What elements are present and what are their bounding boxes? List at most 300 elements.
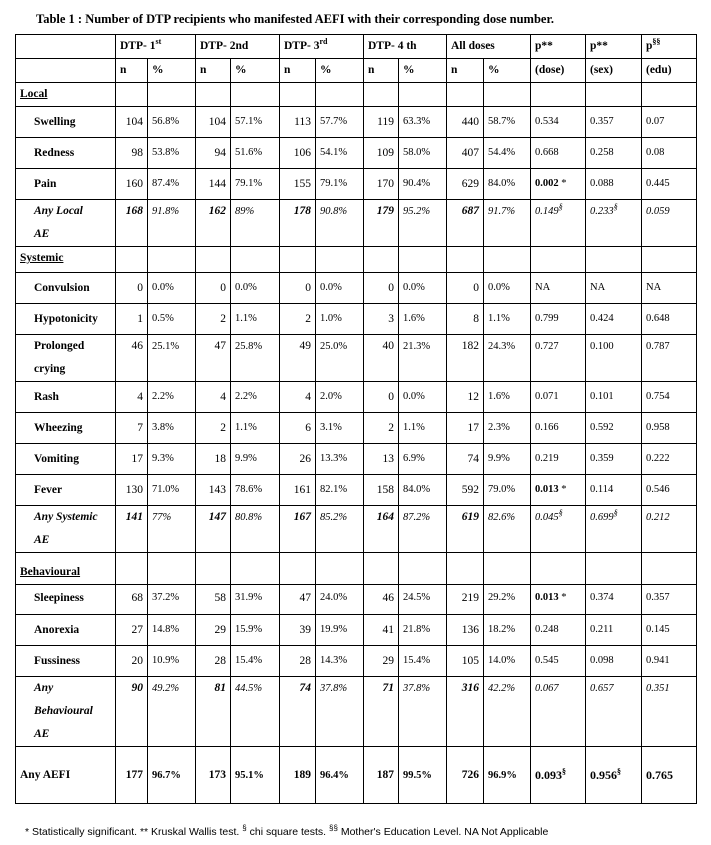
percent-cell: 57.7% <box>316 107 364 138</box>
count-cell: 161 <box>280 475 316 506</box>
percent-cell: 2.2% <box>231 382 280 413</box>
p-dose-cell <box>531 335 586 382</box>
row-label: Any Behavioural AE <box>16 677 116 747</box>
p-value: 0.071 <box>535 391 559 402</box>
row-label: Prolonged crying <box>16 335 116 382</box>
count-cell: 17 <box>447 413 484 444</box>
p-dose-cell <box>531 169 586 200</box>
p-value: 0.668 <box>535 147 559 158</box>
header-n: n <box>447 59 484 83</box>
table-row <box>16 646 697 677</box>
row-label: Any AEFI <box>16 747 116 804</box>
count-cell: 68 <box>116 585 148 615</box>
percent-cell: 21.8% <box>399 615 447 646</box>
percent-cell: 15.4% <box>399 646 447 677</box>
count-cell: 47 <box>196 335 231 382</box>
percent-cell: 42.2% <box>484 677 531 747</box>
table-row <box>16 304 697 335</box>
percent-cell: 89% <box>231 200 280 247</box>
count-cell: 0 <box>364 273 399 304</box>
chi-square-mark: § <box>613 508 618 518</box>
p-dose-cell <box>531 506 586 553</box>
row-label: Vomiting <box>16 444 116 475</box>
percent-cell: 78.6% <box>231 475 280 506</box>
percent-cell: 87.2% <box>399 506 447 553</box>
p-value: 0.212 <box>646 512 670 523</box>
count-cell: 141 <box>116 506 148 553</box>
count-cell: 170 <box>364 169 399 200</box>
p-sex-cell <box>586 169 642 200</box>
count-cell: 0 <box>196 273 231 304</box>
count-cell: 629 <box>447 169 484 200</box>
p-sex-cell <box>586 138 642 169</box>
p-value: 0.941 <box>646 655 670 666</box>
p-value: 0.545 <box>535 655 559 666</box>
header-pct: % <box>231 59 280 83</box>
p-edu-cell <box>642 200 697 247</box>
p-dose-cell <box>531 138 586 169</box>
percent-cell: 96.7% <box>148 747 196 804</box>
percent-cell: 37.2% <box>148 585 196 615</box>
chi-square-mark: § <box>558 508 563 518</box>
percent-cell: 19.9% <box>316 615 364 646</box>
table-row <box>16 169 697 200</box>
percent-cell: 58.7% <box>484 107 531 138</box>
p-value: 0.166 <box>535 422 559 433</box>
section-label-local: Local <box>16 83 116 107</box>
p-value: 0.765 <box>646 767 673 782</box>
row-label: Hypotonicity <box>16 304 116 335</box>
percent-cell: 0.0% <box>231 273 280 304</box>
table-row <box>16 506 697 553</box>
count-cell: 39 <box>280 615 316 646</box>
percent-cell: 54.1% <box>316 138 364 169</box>
table-row <box>16 585 697 615</box>
section-row-local <box>16 83 697 107</box>
table-row <box>16 615 697 646</box>
row-label: Swelling <box>16 107 116 138</box>
header-n: n <box>196 59 231 83</box>
row-label: Fussiness <box>16 646 116 677</box>
p-edu-cell <box>642 585 697 615</box>
percent-cell: 1.6% <box>484 382 531 413</box>
p-value: 0.088 <box>590 178 614 189</box>
percent-cell: 2.0% <box>316 382 364 413</box>
p-value: 0.067 <box>535 683 559 694</box>
percent-cell: 24.3% <box>484 335 531 382</box>
p-edu-cell <box>642 273 697 304</box>
p-dose-cell <box>531 646 586 677</box>
percent-cell: 56.8% <box>148 107 196 138</box>
p-edu-cell <box>642 413 697 444</box>
percent-cell: 18.2% <box>484 615 531 646</box>
p-value: NA <box>646 282 662 293</box>
count-cell: 27 <box>116 615 148 646</box>
header-n: n <box>364 59 399 83</box>
table-row <box>16 200 697 247</box>
header-dose-4: DTP- 4 th <box>364 35 447 59</box>
count-cell: 29 <box>364 646 399 677</box>
count-cell: 49 <box>280 335 316 382</box>
p-value: 0.149 <box>535 206 559 217</box>
header-p-edu: p§§ <box>642 35 697 59</box>
p-edu-cell <box>642 475 697 506</box>
count-cell: 178 <box>280 200 316 247</box>
p-sex-cell <box>586 585 642 615</box>
p-edu-cell <box>642 646 697 677</box>
count-cell: 143 <box>196 475 231 506</box>
row-label: Rash <box>16 382 116 413</box>
percent-cell: 1.6% <box>399 304 447 335</box>
percent-cell: 9.3% <box>148 444 196 475</box>
header-p-dose: p** <box>531 35 586 59</box>
count-cell: 182 <box>447 335 484 382</box>
percent-cell: 1.1% <box>231 304 280 335</box>
count-cell: 104 <box>116 107 148 138</box>
percent-cell: 14.3% <box>316 646 364 677</box>
table-row <box>16 747 697 804</box>
table-caption: Table 1 : Number of DTP recipients who manifested AEFI with their corresponding dose number. <box>36 12 554 26</box>
p-value: 0.045 <box>535 512 559 523</box>
count-cell: 2 <box>196 304 231 335</box>
header-p-sex: p** <box>586 35 642 59</box>
count-cell: 81 <box>196 677 231 747</box>
percent-cell: 14.0% <box>484 646 531 677</box>
count-cell: 71 <box>364 677 399 747</box>
p-edu-cell <box>642 382 697 413</box>
header-dose-3: DTP- 3rd <box>280 35 364 59</box>
p-sex-cell <box>586 335 642 382</box>
percent-cell: 21.3% <box>399 335 447 382</box>
p-value: NA <box>590 282 606 293</box>
count-cell: 4 <box>196 382 231 413</box>
p-value: 0.219 <box>535 453 559 464</box>
p-dose-cell <box>531 273 586 304</box>
count-cell: 74 <box>447 444 484 475</box>
p-edu-cell <box>642 138 697 169</box>
p-edu-cell <box>642 677 697 747</box>
percent-cell: 6.9% <box>399 444 447 475</box>
count-cell: 0 <box>364 382 399 413</box>
percent-cell: 0.0% <box>316 273 364 304</box>
percent-cell: 37.8% <box>399 677 447 747</box>
p-edu-cell <box>642 747 697 804</box>
count-cell: 58 <box>196 585 231 615</box>
p-value: 0.357 <box>590 116 614 127</box>
percent-cell: 0.0% <box>399 382 447 413</box>
p-edu-cell <box>642 169 697 200</box>
count-cell: 2 <box>196 413 231 444</box>
count-cell: 407 <box>447 138 484 169</box>
count-cell: 0 <box>280 273 316 304</box>
row-label: Redness <box>16 138 116 169</box>
row-label: Anorexia <box>16 615 116 646</box>
header-pct: % <box>484 59 531 83</box>
header-n: n <box>280 59 316 83</box>
section-row-behavioural <box>16 553 697 585</box>
count-cell: 113 <box>280 107 316 138</box>
significance-mark: * <box>558 484 567 495</box>
p-value: 0.100 <box>590 341 614 352</box>
percent-cell: 1.0% <box>316 304 364 335</box>
percent-cell: 84.0% <box>399 475 447 506</box>
percent-cell: 24.0% <box>316 585 364 615</box>
row-label: Fever <box>16 475 116 506</box>
p-value: 0.445 <box>646 178 670 189</box>
row-label: Any Local AE <box>16 200 116 247</box>
percent-cell: 53.8% <box>148 138 196 169</box>
p-value: 0.013 <box>535 592 559 603</box>
count-cell: 40 <box>364 335 399 382</box>
count-cell: 189 <box>280 747 316 804</box>
p-value: 0.211 <box>590 624 614 635</box>
p-edu-cell <box>642 615 697 646</box>
count-cell: 2 <box>280 304 316 335</box>
percent-cell: 96.9% <box>484 747 531 804</box>
p-sex-cell <box>586 382 642 413</box>
count-cell: 158 <box>364 475 399 506</box>
percent-cell: 51.6% <box>231 138 280 169</box>
p-value: 0.956 <box>590 767 617 782</box>
p-dose-cell <box>531 304 586 335</box>
count-cell: 28 <box>196 646 231 677</box>
p-value: 0.093 <box>535 767 562 782</box>
percent-cell: 31.9% <box>231 585 280 615</box>
p-dose-cell <box>531 475 586 506</box>
header-n: n <box>116 59 148 83</box>
p-dose-cell <box>531 200 586 247</box>
p-dose-cell <box>531 107 586 138</box>
percent-cell: 24.5% <box>399 585 447 615</box>
p-value: 0.059 <box>646 206 670 217</box>
p-value: 0.114 <box>590 484 614 495</box>
percent-cell: 2.3% <box>484 413 531 444</box>
percent-cell: 84.0% <box>484 169 531 200</box>
percent-cell: 15.9% <box>231 615 280 646</box>
percent-cell: 79.0% <box>484 475 531 506</box>
percent-cell: 80.8% <box>231 506 280 553</box>
percent-cell: 85.2% <box>316 506 364 553</box>
aefi-table <box>15 34 697 804</box>
p-edu-cell <box>642 107 697 138</box>
p-value: 0.592 <box>590 422 614 433</box>
p-value: 0.727 <box>535 341 559 352</box>
header-p-edu-sub: (edu) <box>642 59 697 83</box>
table-row <box>16 413 697 444</box>
count-cell: 173 <box>196 747 231 804</box>
p-edu-cell <box>642 506 697 553</box>
header-pct: % <box>316 59 364 83</box>
row-label: Convulsion <box>16 273 116 304</box>
p-value: 0.351 <box>646 683 670 694</box>
p-value: 0.546 <box>646 484 670 495</box>
p-value: 0.699 <box>590 512 614 523</box>
header-pct: % <box>399 59 447 83</box>
p-sex-cell <box>586 200 642 247</box>
count-cell: 28 <box>280 646 316 677</box>
row-label: Pain <box>16 169 116 200</box>
count-cell: 0 <box>116 273 148 304</box>
p-value: 0.07 <box>646 116 665 127</box>
p-value: 0.657 <box>590 683 614 694</box>
percent-cell: 63.3% <box>399 107 447 138</box>
p-sex-cell <box>586 304 642 335</box>
count-cell: 105 <box>447 646 484 677</box>
percent-cell: 3.8% <box>148 413 196 444</box>
percent-cell: 95.2% <box>399 200 447 247</box>
percent-cell: 58.0% <box>399 138 447 169</box>
p-value: 0.222 <box>646 453 670 464</box>
p-sex-cell <box>586 646 642 677</box>
count-cell: 41 <box>364 615 399 646</box>
p-value: 0.258 <box>590 147 614 158</box>
significance-mark: * <box>558 178 567 189</box>
percent-cell: 0.0% <box>148 273 196 304</box>
count-cell: 3 <box>364 304 399 335</box>
p-sex-cell <box>586 677 642 747</box>
header-row-doses <box>16 35 697 59</box>
count-cell: 219 <box>447 585 484 615</box>
count-cell: 98 <box>116 138 148 169</box>
count-cell: 74 <box>280 677 316 747</box>
header-dose-2: DTP- 2nd <box>196 35 280 59</box>
row-label: Wheezing <box>16 413 116 444</box>
percent-cell: 82.6% <box>484 506 531 553</box>
count-cell: 167 <box>280 506 316 553</box>
p-value: 0.233 <box>590 206 614 217</box>
percent-cell: 13.3% <box>316 444 364 475</box>
p-edu-cell <box>642 335 697 382</box>
table-row <box>16 335 697 382</box>
count-cell: 144 <box>196 169 231 200</box>
percent-cell: 87.4% <box>148 169 196 200</box>
count-cell: 0 <box>447 273 484 304</box>
header-pct: % <box>148 59 196 83</box>
count-cell: 1 <box>116 304 148 335</box>
count-cell: 316 <box>447 677 484 747</box>
count-cell: 687 <box>447 200 484 247</box>
p-dose-cell <box>531 413 586 444</box>
section-label-behavioural: Behavioural <box>16 553 116 585</box>
p-value: 0.754 <box>646 391 670 402</box>
count-cell: 7 <box>116 413 148 444</box>
percent-cell: 0.5% <box>148 304 196 335</box>
table-row <box>16 107 697 138</box>
row-label: Any Systemic AE <box>16 506 116 553</box>
count-cell: 160 <box>116 169 148 200</box>
chi-square-mark: § <box>613 202 618 212</box>
table-row <box>16 677 697 747</box>
header-row-sub <box>16 59 697 83</box>
table-row <box>16 475 697 506</box>
header-p-dose-sub: (dose) <box>531 59 586 83</box>
table-row <box>16 382 697 413</box>
percent-cell: 57.1% <box>231 107 280 138</box>
percent-cell: 71.0% <box>148 475 196 506</box>
count-cell: 8 <box>447 304 484 335</box>
count-cell: 26 <box>280 444 316 475</box>
count-cell: 592 <box>447 475 484 506</box>
p-sex-cell <box>586 747 642 804</box>
count-cell: 155 <box>280 169 316 200</box>
percent-cell: 10.9% <box>148 646 196 677</box>
count-cell: 619 <box>447 506 484 553</box>
count-cell: 726 <box>447 747 484 804</box>
count-cell: 130 <box>116 475 148 506</box>
p-dose-cell <box>531 382 586 413</box>
percent-cell: 25.0% <box>316 335 364 382</box>
percent-cell: 15.4% <box>231 646 280 677</box>
percent-cell: 90.4% <box>399 169 447 200</box>
count-cell: 147 <box>196 506 231 553</box>
count-cell: 179 <box>364 200 399 247</box>
percent-cell: 96.4% <box>316 747 364 804</box>
p-dose-cell <box>531 615 586 646</box>
p-dose-cell <box>531 747 586 804</box>
p-sex-cell <box>586 475 642 506</box>
p-value: 0.648 <box>646 313 670 324</box>
percent-cell: 2.2% <box>148 382 196 413</box>
percent-cell: 37.8% <box>316 677 364 747</box>
count-cell: 4 <box>280 382 316 413</box>
count-cell: 29 <box>196 615 231 646</box>
percent-cell: 79.1% <box>316 169 364 200</box>
count-cell: 162 <box>196 200 231 247</box>
percent-cell: 3.1% <box>316 413 364 444</box>
table-row <box>16 444 697 475</box>
percent-cell: 1.1% <box>231 413 280 444</box>
p-sex-cell <box>586 615 642 646</box>
count-cell: 164 <box>364 506 399 553</box>
p-value: 0.145 <box>646 624 670 635</box>
p-value: 0.357 <box>646 592 670 603</box>
p-dose-cell <box>531 585 586 615</box>
percent-cell: 1.1% <box>484 304 531 335</box>
header-empty-cell <box>16 35 116 59</box>
count-cell: 46 <box>116 335 148 382</box>
count-cell: 177 <box>116 747 148 804</box>
p-value: 0.101 <box>590 391 614 402</box>
p-value: 0.359 <box>590 453 614 464</box>
table-row <box>16 273 697 304</box>
count-cell: 119 <box>364 107 399 138</box>
percent-cell: 9.9% <box>231 444 280 475</box>
p-value: NA <box>535 282 551 293</box>
percent-cell: 91.7% <box>484 200 531 247</box>
significance-mark: * <box>558 592 567 603</box>
p-value: 0.958 <box>646 422 670 433</box>
percent-cell: 29.2% <box>484 585 531 615</box>
percent-cell: 95.1% <box>231 747 280 804</box>
percent-cell: 77% <box>148 506 196 553</box>
percent-cell: 1.1% <box>399 413 447 444</box>
percent-cell: 25.8% <box>231 335 280 382</box>
count-cell: 12 <box>447 382 484 413</box>
percent-cell: 79.1% <box>231 169 280 200</box>
count-cell: 17 <box>116 444 148 475</box>
p-value: 0.002 <box>535 178 559 189</box>
percent-cell: 54.4% <box>484 138 531 169</box>
p-value: 0.787 <box>646 341 670 352</box>
count-cell: 168 <box>116 200 148 247</box>
p-sex-cell <box>586 413 642 444</box>
p-dose-cell <box>531 444 586 475</box>
p-value: 0.098 <box>590 655 614 666</box>
percent-cell: 0.0% <box>399 273 447 304</box>
p-sex-cell <box>586 506 642 553</box>
p-value: 0.799 <box>535 313 559 324</box>
percent-cell: 9.9% <box>484 444 531 475</box>
